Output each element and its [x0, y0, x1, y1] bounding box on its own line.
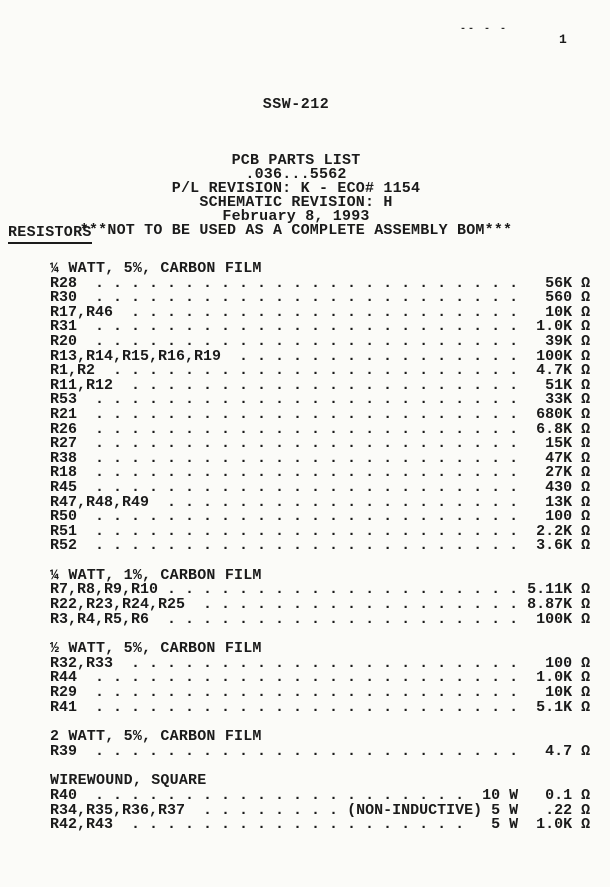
dot-leader: . . . . . . . . . . . . . . . . . . . . . . . . — [77, 537, 528, 555]
row-value: 5.1K — [527, 698, 573, 716]
row-refs: R42,R43 — [50, 816, 114, 834]
dot-leader: . . . . . . . . . . . . . . . . . . . . . . . . — [77, 669, 528, 687]
parts-row — [50, 818, 590, 833]
row-unit: Ω — [572, 596, 591, 614]
row-unit: Ω — [572, 318, 591, 336]
row-refs: R21 — [50, 405, 78, 423]
page-number: 1 — [559, 32, 567, 47]
dot-leader: . . . . . . . . . . . . . . . . . . . . . . . . — [77, 420, 528, 438]
row-unit: Ω — [572, 376, 591, 394]
row-unit: Ω — [572, 742, 591, 760]
header-line: P/L REVISION: K - ECO# 1154 — [171, 180, 421, 197]
row-unit: Ω — [572, 816, 591, 834]
dot-leader: . . . . . . . . . . . . . . . . . . . . . . . . — [77, 522, 528, 540]
row-refs: R13,R14,R15,R16,R19 — [50, 347, 222, 365]
dot-leader: . . . . . . . . . . . . . . . . . . . . . . . . — [77, 405, 528, 423]
row-unit: Ω — [572, 303, 591, 321]
header-line: SCHEMATIC REVISION: H — [199, 194, 393, 211]
dot-leader: . . . . . . . . . . . . . . . . . . . . . . . . — [77, 464, 528, 482]
dot-leader: . . . . . . . . . . . . . . . . — [221, 347, 528, 365]
row-unit: Ω — [572, 464, 591, 482]
row-value: 430 — [527, 478, 573, 496]
row-refs: R45 — [50, 478, 78, 496]
group-heading: WIREWOUND, SQUARE — [50, 772, 207, 790]
scan-artifact-marks: -- - - — [460, 24, 509, 35]
row-unit: Ω — [572, 420, 591, 438]
row-refs: R28 — [50, 274, 78, 292]
dot-leader: . . . . . . . . . . . . . . . . . . — [185, 596, 528, 614]
row-unit: Ω — [572, 698, 591, 716]
dot-leader: . . . . . . . . . . . . . . . . . . . . . . . . — [77, 478, 528, 496]
row-value: 15K — [527, 435, 573, 453]
row-refs: R44 — [50, 669, 78, 687]
header-line: ***NOT TO BE USED AS A COMPLETE ASSEMBLY BOM*** — [79, 222, 513, 239]
row-value: 56K — [527, 274, 573, 292]
row-value: 5.11K — [527, 581, 573, 599]
parts-row — [50, 539, 590, 554]
row-value: 560 — [527, 289, 573, 307]
row-unit: Ω — [572, 362, 591, 380]
row-unit: Ω — [572, 347, 591, 365]
row-note: (NON-INDUCTIVE) — [347, 801, 483, 819]
parts-group — [50, 262, 590, 554]
group-heading: ½ WATT, 5%, CARBON FILM — [50, 640, 262, 658]
row-value: 8.87K — [527, 596, 573, 614]
header-line: February 8, 1993 — [222, 208, 370, 225]
row-refs: R40 — [50, 787, 78, 804]
group-heading: ¼ WATT, 1%, CARBON FILM — [50, 566, 262, 584]
row-value: 100 — [527, 654, 573, 672]
parts-list — [50, 262, 590, 848]
row-refs: R11,R12 — [50, 376, 114, 394]
parts-group — [50, 566, 591, 628]
dot-leader: . . . . . . . . . . . . . . . . . . . . — [158, 581, 528, 599]
row-value: 680K — [527, 405, 573, 423]
row-refs: R17,R46 — [50, 303, 114, 321]
row-value: 10K — [527, 684, 573, 702]
dot-leader: . . . . . . . . . . . . . . . . . . . . . . . . — [77, 449, 528, 467]
dot-leader: . . . . . . . . . . . . . . . . . . . . . . . . — [77, 435, 528, 453]
row-value: 13K — [527, 493, 573, 511]
dot-leader: . . . . . . . . . . . . . . . . . . . . — [149, 610, 528, 628]
row-unit: Ω — [572, 478, 591, 496]
row-value: 51K — [527, 376, 573, 394]
dot-leader: . . . . . . . . . . . . . . . . . . . . . . — [113, 376, 528, 394]
parts-row — [50, 698, 591, 716]
parts-group — [50, 730, 590, 759]
dot-leader: . . . . . . . . . . . . . . . . . . . . — [149, 493, 528, 511]
row-refs: R47,R48,R49 — [50, 493, 150, 511]
parts-group — [50, 774, 590, 832]
dot-leader: . . . . . . . . . . . . . . . . . . . . . . . . — [77, 274, 528, 292]
row-unit: Ω — [572, 581, 591, 599]
row-value: 6.8K — [527, 420, 573, 438]
section-title: RESISTORS — [8, 224, 92, 244]
row-unit: Ω — [572, 391, 591, 409]
row-value: 3.6K — [527, 537, 573, 555]
dot-leader: . . . . . . . . . . . . . . . . . . . . . . . . — [77, 332, 528, 350]
row-unit: Ω — [572, 654, 591, 672]
row-value: 47K — [527, 449, 573, 467]
row-unit: Ω — [572, 684, 591, 702]
row-refs: R22,R23,R24,R25 — [50, 596, 186, 614]
row-unit: Ω — [572, 522, 591, 540]
row-refs: R1,R2 — [50, 362, 96, 380]
doc-code: SSW-212 — [262, 96, 330, 113]
dot-leader: . . . . . . . . . . . . . . . . . . . . . . . . — [77, 391, 528, 409]
parts-group — [50, 642, 590, 715]
group-heading: ¼ WATT, 5%, CARBON FILM — [50, 260, 262, 277]
dot-leader: . . . . . . . . . . . . . . . . . . . . . — [77, 787, 483, 804]
row-value: 100 — [527, 508, 573, 526]
row-refs: R27 — [50, 435, 78, 453]
row-refs: R52 — [50, 537, 78, 555]
row-unit: Ω — [572, 493, 591, 511]
row-refs: R34,R35,R36,R37 — [50, 801, 186, 819]
header-line: PCB PARTS LIST — [231, 152, 361, 169]
row-unit: Ω — [572, 449, 591, 467]
row-refs: R20 — [50, 332, 78, 350]
dot-leader: . . . . . . . . — [185, 801, 348, 819]
dot-leader: . . . . . . . . . . . . . . . . . . . . . . . . — [77, 508, 528, 526]
row-refs: R41 — [50, 698, 78, 716]
row-wattage: 5 W — [482, 801, 519, 819]
row-value: 4.7K — [527, 362, 573, 380]
row-value: 1.0K — [527, 669, 573, 687]
dot-leader: . . . . . . . . . . . . . . . . . . . . . . . . — [77, 318, 528, 336]
row-value: .22 — [518, 801, 573, 819]
dot-leader: . . . . . . . . . . . . . . . . . . . . . . — [113, 303, 528, 321]
row-value: 4.7 — [527, 742, 573, 760]
row-unit: Ω — [572, 435, 591, 453]
row-unit: Ω — [572, 405, 591, 423]
row-wattage: 10 W — [482, 787, 519, 804]
row-unit: Ω — [572, 289, 591, 307]
row-refs: R29 — [50, 684, 78, 702]
row-unit: Ω — [572, 537, 591, 555]
row-value: 0.1 — [518, 787, 573, 804]
row-value: 100K — [527, 347, 573, 365]
row-unit: Ω — [572, 332, 591, 350]
row-unit: Ω — [572, 801, 591, 819]
dot-leader: . . . . . . . . . . . . . . . . . . . . . . . — [95, 362, 528, 380]
row-value: 100K — [527, 610, 573, 628]
row-refs: R32,R33 — [50, 654, 114, 672]
row-value: 1.0K — [518, 816, 573, 834]
row-refs: R18 — [50, 464, 78, 482]
row-value: 2.2K — [527, 522, 573, 540]
row-unit: Ω — [572, 274, 591, 292]
dot-leader: . . . . . . . . . . . . . . . . . . . . . . . . — [77, 742, 528, 760]
row-refs: R38 — [50, 449, 78, 467]
group-heading: 2 WATT, 5%, CARBON FILM — [50, 728, 262, 746]
row-refs: R31 — [50, 318, 78, 336]
row-unit: Ω — [572, 669, 591, 687]
row-refs: R51 — [50, 522, 78, 540]
row-value: 27K — [527, 464, 573, 482]
row-unit: Ω — [572, 508, 591, 526]
row-unit: Ω — [572, 787, 591, 804]
dot-leader: . . . . . . . . . . . . . . . . . . . — [113, 816, 483, 834]
row-value: 39K — [527, 332, 573, 350]
row-refs: R3,R4,R5,R6 — [50, 610, 150, 628]
dot-leader: . . . . . . . . . . . . . . . . . . . . . . . . — [77, 289, 528, 307]
row-refs: R26 — [50, 420, 78, 438]
row-value: 1.0K — [527, 318, 573, 336]
row-refs: R7,R8,R9,R10 — [50, 581, 159, 599]
dot-leader: . . . . . . . . . . . . . . . . . . . . . . — [113, 654, 528, 672]
row-refs: R53 — [50, 391, 78, 409]
dot-leader: . . . . . . . . . . . . . . . . . . . . . . . . — [77, 684, 528, 702]
row-value: 33K — [527, 391, 573, 409]
parts-row — [50, 742, 591, 760]
dot-leader: . . . . . . . . . . . . . . . . . . . . . . . . — [77, 698, 528, 716]
row-refs: R30 — [50, 289, 78, 307]
row-value: 10K — [527, 303, 573, 321]
row-refs: R39 — [50, 742, 78, 760]
row-refs: R50 — [50, 508, 78, 526]
row-unit: Ω — [572, 610, 591, 628]
row-wattage: 5 W — [482, 816, 519, 834]
parts-row — [50, 610, 591, 628]
header-line: .036...5562 — [245, 166, 347, 183]
